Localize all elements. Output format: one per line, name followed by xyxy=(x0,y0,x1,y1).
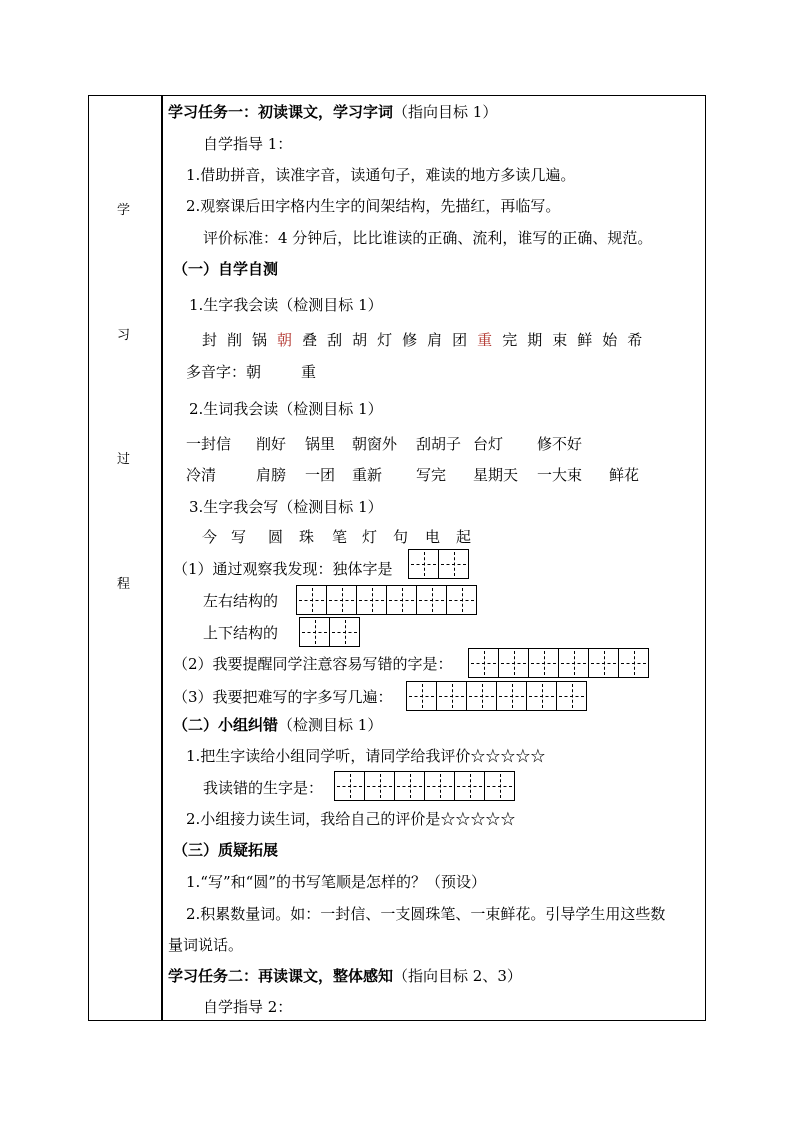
word-2: 削好 xyxy=(256,435,287,453)
tianzige-grid-careful[interactable] xyxy=(468,648,649,678)
tianzige-cell[interactable] xyxy=(417,586,447,614)
obs-left-right-label: 左右结构的 xyxy=(203,592,279,610)
read-char: 封 xyxy=(202,331,218,349)
word-8: 冷清 xyxy=(186,466,217,484)
tianzige-grid-up-down[interactable] xyxy=(299,617,360,647)
polyphonic-row xyxy=(186,362,316,382)
word-15: 鲜花 xyxy=(609,466,640,484)
tianzige-cell[interactable] xyxy=(330,618,360,646)
s1-item3: 3.生字我会写（检测目标 1） xyxy=(189,498,383,516)
read-char: 胡 xyxy=(352,331,368,349)
word-11: 重新 xyxy=(352,466,383,484)
section2-heading xyxy=(173,715,382,735)
tianzige-cell[interactable] xyxy=(467,682,497,710)
read-char: 刮 xyxy=(327,331,343,349)
read-char: 完 xyxy=(502,331,518,349)
read-char: 朝 xyxy=(277,331,293,349)
tianzige-cell[interactable] xyxy=(425,772,455,800)
tianzige-cell[interactable] xyxy=(327,586,357,614)
tianzige-cell[interactable] xyxy=(407,682,437,710)
left-label-xue: 学 xyxy=(117,203,131,218)
char-write-8: 电 xyxy=(425,528,441,546)
column-divider xyxy=(161,96,163,1020)
read-char: 始 xyxy=(602,331,618,349)
word-3: 锅里 xyxy=(305,435,336,453)
char-write-9: 起 xyxy=(456,528,472,546)
word-6: 台灯 xyxy=(473,435,504,453)
word-12: 写完 xyxy=(416,466,447,484)
word-10: 一团 xyxy=(305,466,336,484)
read-char: 团 xyxy=(452,331,468,349)
tianzige-cell[interactable] xyxy=(527,682,557,710)
guide1-item-2: 2.观察课后田字格内生字的间架结构，先描红，再临写。 xyxy=(186,197,561,215)
s1-item2: 2.生词我会读（检测目标 1） xyxy=(189,400,383,418)
char-write-5: 笔 xyxy=(332,528,348,546)
char-write-2: 写 xyxy=(231,528,247,546)
char-write-3: 圆 xyxy=(268,528,284,546)
char-write-7: 句 xyxy=(393,528,409,546)
word-14: 一大束 xyxy=(537,466,583,484)
obs3-label: （3）我要把难写的字多写几遍： xyxy=(173,688,393,706)
s3-item1: 1.“写”和“圆”的书写笔顺是怎样的？（预设） xyxy=(186,873,486,891)
read-char: 削 xyxy=(227,331,243,349)
char-write-1: 今 xyxy=(202,528,218,546)
tianzige-grid-practice[interactable] xyxy=(406,681,587,711)
tianzige-cell[interactable] xyxy=(589,649,619,677)
read-char: 希 xyxy=(627,331,643,349)
section3-heading: （三）质疑拓展 xyxy=(173,841,279,859)
guide2-title: 自学指导 2： xyxy=(203,998,293,1016)
tianzige-cell[interactable] xyxy=(357,586,387,614)
tianzige-cell[interactable] xyxy=(529,649,559,677)
left-label-xi: 习 xyxy=(117,328,131,343)
section1-heading: （一）自学自测 xyxy=(173,260,279,278)
polyphonic-label: 多音字： xyxy=(186,363,247,381)
task1-title: 学习任务一：初读课文，学习字词 xyxy=(168,103,394,121)
section2-title: （二）小组纠错 xyxy=(173,716,279,734)
s2-item1: 1.把生字读给小组同学听，请同学给我评价☆☆☆☆☆ xyxy=(186,747,546,765)
tianzige-grid-wrong[interactable] xyxy=(334,771,515,801)
read-char: 修 xyxy=(402,331,418,349)
tianzige-cell[interactable] xyxy=(499,649,529,677)
read-char: 肩 xyxy=(427,331,443,349)
tianzige-grid-left-right[interactable] xyxy=(296,585,477,615)
s2-item2: 2.小组接力读生词，我给自己的评价是☆☆☆☆☆ xyxy=(186,810,516,828)
s2-wrong-label: 我读错的生字是： xyxy=(203,779,324,797)
obs1-label: （1）通过观察我发现：独体字是 xyxy=(173,560,393,578)
obs2-label: （2）我要提醒同学注意容易写错的字是： xyxy=(173,655,453,673)
tianzige-cell[interactable] xyxy=(447,586,477,614)
guide1-title: 自学指导 1： xyxy=(203,135,293,153)
task1-heading xyxy=(168,102,497,122)
s3-item2-line2: 量词说话。 xyxy=(168,936,244,954)
section2-target: （检测目标 1） xyxy=(278,716,383,734)
polyphonic-char-2: 重 xyxy=(301,363,317,381)
tianzige-cell[interactable] xyxy=(297,586,327,614)
task2-target: （指向目标 2、3） xyxy=(393,967,522,985)
s3-item2-line1: 2.积累数量词。如：一封信、一支圆珠笔、一束鲜花。引导学生用这些数 xyxy=(186,905,666,923)
read-char: 重 xyxy=(477,331,493,349)
tianzige-cell[interactable] xyxy=(365,772,395,800)
tianzige-cell[interactable] xyxy=(387,586,417,614)
tianzige-cell[interactable] xyxy=(409,550,439,578)
tianzige-cell[interactable] xyxy=(395,772,425,800)
read-char: 期 xyxy=(527,331,543,349)
tianzige-cell[interactable] xyxy=(485,772,515,800)
polyphonic-char-1: 朝 xyxy=(246,363,262,381)
char-write-4: 珠 xyxy=(299,528,315,546)
tianzige-cell[interactable] xyxy=(557,682,587,710)
chars-read-row xyxy=(202,330,652,350)
guide1-item-1: 1.借助拼音，读准字音，读通句子，难读的地方多读几遍。 xyxy=(186,166,576,184)
word-1: 一封信 xyxy=(186,435,232,453)
tianzige-cell[interactable] xyxy=(300,618,330,646)
tianzige-cell[interactable] xyxy=(469,649,499,677)
word-5: 刮胡子 xyxy=(416,435,462,453)
tianzige-cell[interactable] xyxy=(439,550,469,578)
read-char: 锅 xyxy=(252,331,268,349)
tianzige-cell[interactable] xyxy=(455,772,485,800)
tianzige-grid-independent[interactable] xyxy=(408,549,469,579)
read-char: 叠 xyxy=(302,331,318,349)
tianzige-cell[interactable] xyxy=(559,649,589,677)
obs-up-down-label: 上下结构的 xyxy=(203,624,279,642)
word-13: 星期天 xyxy=(473,466,519,484)
criteria-text: 评价标准：4 分钟后，比比谁读的正确、流利，谁写的正确、规范。 xyxy=(203,229,653,247)
tianzige-cell[interactable] xyxy=(437,682,467,710)
task2-heading xyxy=(168,966,522,986)
word-4: 朝窗外 xyxy=(352,435,398,453)
s1-item1: 1.生字我会读（检测目标 1） xyxy=(189,296,383,314)
word-9: 肩膀 xyxy=(256,466,287,484)
task2-title: 学习任务二：再读课文，整体感知 xyxy=(168,967,394,985)
left-label-cheng: 程 xyxy=(117,577,131,592)
tianzige-cell[interactable] xyxy=(335,772,365,800)
read-char: 束 xyxy=(552,331,568,349)
task1-target: （指向目标 1） xyxy=(393,103,498,121)
left-label-guo: 过 xyxy=(117,452,131,467)
read-char: 鲜 xyxy=(577,331,593,349)
word-7: 修不好 xyxy=(537,435,583,453)
read-char: 灯 xyxy=(377,331,393,349)
tianzige-cell[interactable] xyxy=(619,649,649,677)
char-write-6: 灯 xyxy=(362,528,378,546)
tianzige-cell[interactable] xyxy=(497,682,527,710)
